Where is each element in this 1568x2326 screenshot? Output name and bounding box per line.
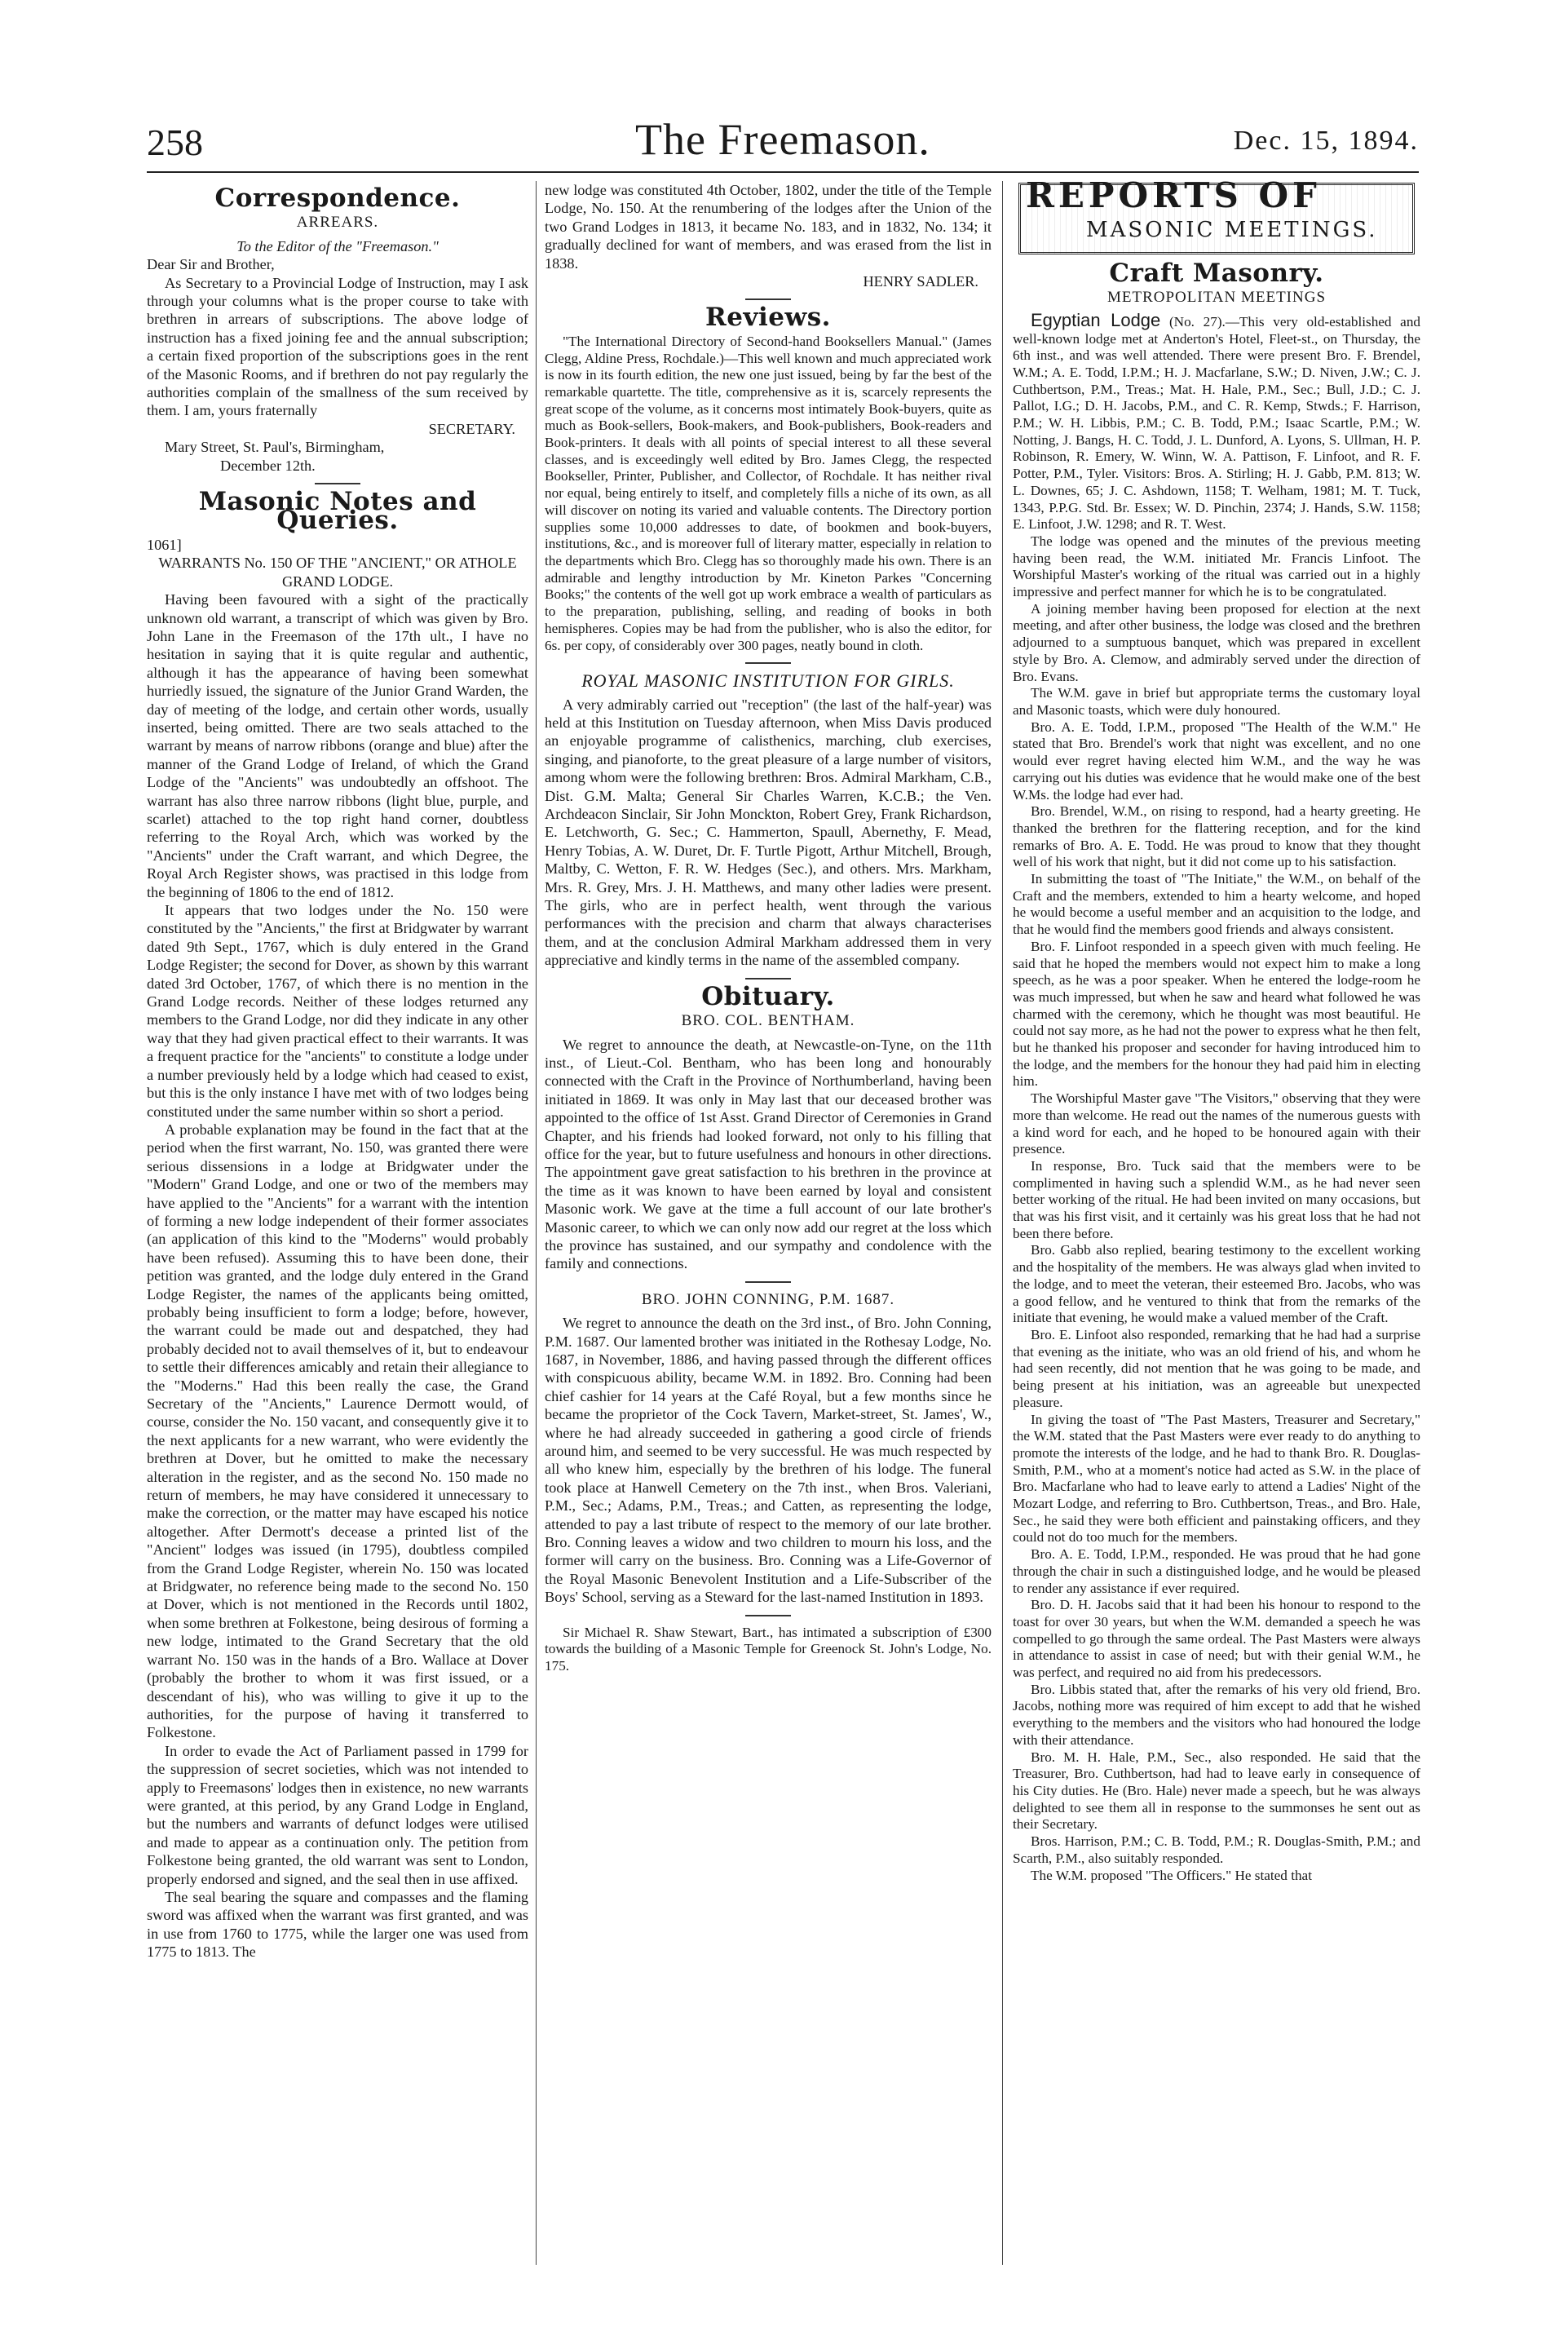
notes-paragraph: The seal bearing the square and compasses and the flaming sword was affixed when the warrant was first granted, and was in use from 1760 to 1775, while the larger one was used from 1775 to 1813. The [147, 1888, 528, 1961]
section-rule [745, 298, 791, 300]
reports-logo [1018, 175, 1415, 254]
report-paragraph: Bro. D. H. Jacobs said that it had been his honour to respond to the toast for over 30 years, but when the W.M. demanded a speech he was compelled to go through the same ordeal. The Past Masters were always in attendance to assist in case of need; but with their genial W.M., he was perfect, and required no aid from his predecessors. [1013, 1597, 1420, 1681]
report-paragraph: Bro. E. Linfoot also responded, remarking that he had had a surprise that evening as the initiate, who was an old friend of his, and whom he had seen recently, did not mention that he was going to be made, and being present at his initiation, was an agreeable but unexpected pleasure. [1013, 1327, 1420, 1410]
notes-paragraph: In order to evade the Act of Parliament passed in 1799 for the suppression of secret societies, which was not intended to apply to Freemasons' lodges then in existence, no new warrants were granted, at this period, by any Grand Lodge in England, but the numbers and warrants of defunct lodges were utilised and made to appear as a continuation only. The petition from Folkestone being granted, the old warrant was sent to London, properly endorsed and signed, and the seal then in use affixed. [147, 1742, 528, 1887]
report-paragraph: —This very old-established and well-known lodge met at Anderton's Hotel, Fleet-st., on Thursday, the 6th inst., and was well attended. There were present Bro. F. Brendel, W.M.; A. E. Todd, I.P.M.; H. J. Macfarlane, S.W.; D. Niven, J.W.; C. J. Cuthbertson, P.M., Treas.; Mat. H. Hale, P.M., Sec.; Bull, J.D.; C. J. Pallot, I.G.; D. H. Jacobs, P.M., and C. R. Kemp, Stwds.; F. Harrison, P.M.; W. H. Libbis, P.M.; C. B. Todd, P.M.; Isaac Scartle, P.M.; W. Notting, J. Bangs, H. C. Todd, J. L. Dunford, A. Lyons, S. Ullman, H. P. Robinson, R. Emery, W. Winn, W. A. Pattison, F. Linfoot, and R. F. Potter, P.M., Tyler. Visitors: Bros. A. Stirling; H. J. Gabb, P.M. 813; W. L. Downes, 65; J. C. Ashdown, 1158; T. Welham, 1981; M. T. Tuck, 1343, P.P.G. Std. Br. Essex; W. D. Pinchin, 2374; J. Hands, S.W. 1158; E. Linfoot, J.W. 1298; and R. T. West. [1013, 313, 1421, 533]
report-paragraph: Bro. M. H. Hale, P.M., Sec., also responded. He said that the Treasurer, Bro. Cuthbertson, had had to leave early in consequence of his City duties. He (Bro. Hale) never made a speech, but he was always delighted to see them all in response to the summonses he sent out as their Secretary. [1013, 1749, 1420, 1833]
report-paragraph: The W.M. gave in brief but appropriate terms the customary loyal and Masonic toasts, which were duly honoured. [1013, 685, 1420, 718]
newspaper-title: The Freemason. [635, 115, 930, 164]
lodge-name: Egyptian Lodge [1031, 309, 1161, 330]
notes-paragraph: Having been favoured with a sight of the practically unknown old warrant, a transcript of which was given by Bro. John Lane in the Freemason of the 17th ult., I have no hesitation in saying that it is quite regular and authentic, although it has the appearance of having been somewhat hurriedly issued, the signature of the Junior Grand Warden, the day of meeting of the lodge, and certain other words, usually inserted, being omitted. There are two seals attached to the warrant by means of narrow ribbons (orange and blue) after the manner of the Grand Lodge of Ireland, of which the Grand Lodge of the "Ancients" was undoubtedly an offshoot. The warrant has also three narrow ribbons (light blue, purple, and scarlet) attached to the top right hand corner, doubtless referring to the Royal Arch, which was worked by the "Ancients" under the Craft warrant, and which Degree, the Royal Arch Register shows, was practised in this lodge from the beginning of 1806 to the end of 1812. [147, 591, 528, 900]
letter-signature: SECRETARY. [428, 420, 515, 437]
logo-line-1: REPORTS OF [1026, 175, 1321, 215]
report-paragraph: Bro. Brendel, W.M., on rising to respond, had a hearty greeting. He thanked the brethren for the flattering reception, and for the kind remarks of Bro. A. E. Todd. He was proud to know that they thought well of his work that night, but it did not come up to his satisfaction. [1013, 803, 1420, 870]
section-rule [745, 1615, 791, 1616]
warrants-subheading: WARRANTS No. 150 OF THE "ANCIENT," OR ATHOLE GRAND LODGE. [158, 555, 517, 590]
report-paragraph: Bro. A. E. Todd, I.P.M., responded. He was proud that he had gone through the chair in such a distinguished lodge, and he would be pleased to render any assistance if ever required. [1013, 1546, 1420, 1596]
notes-signature: HENRY SADLER. [863, 273, 978, 290]
section-rule [745, 662, 791, 664]
obituary-body: We regret to announce the death, at Newcastle-on-Tyne, on the 11th inst., of Lieut.-Col. Bentham, who has been long and honourably connected with the Craft in the Province of Northumberland, having been initiated in 1869. It was only in May last that our deceased brother was appointed to the office of 1st Asst. Grand Director of Ceremonies in Grand Chapter, and his friends had looked forward, not only to his filling that office for the year, but to future usefulness and honours in other directions. The appointment gave great satisfaction to his brethren in the province at the time as it was known to have been earned by loyal and consistent Masonic work. We gave at the time a full account of our late brother's Masonic career, to which we can only now add our regret at the loss which the province has sustained, and our sympathy and condolence with the family and connections. [545, 1036, 992, 1272]
report-paragraph: Bro. Libbis stated that, after the remarks of his very old friend, Bro. Jacobs, nothing more was required of him except to add that he wished everything to the members and the visitors who had honoured the lodge with their attendance. [1013, 1681, 1420, 1748]
masthead [147, 114, 1419, 173]
craft-masonry-heading: Craft Masonry. [1109, 259, 1324, 288]
temple-note: Sir Michael R. Shaw Stewart, Bart., has intimated a subscription of £300 towards the building of a Masonic Temple for Greenock St. John's Lodge, No. 175. [545, 1624, 992, 1674]
lodge-number: (No. 27). [1168, 313, 1226, 329]
logo-line-2: MASONIC MEETINGS. [1086, 218, 1378, 242]
section-rule [745, 1281, 791, 1283]
notes-continuation: new lodge was constituted 4th October, 1802, under the title of the Temple Lodge, No. 150. At the renumbering of the lodges after the Union of the two Grand Lodges in 1813, it became No. 183, and in 1832, No. 134; it gradually declined for want of members, and was erased from the list in 1838. [545, 182, 992, 272]
letter-to: To the Editor of the "Freemason." [236, 237, 439, 254]
column-divider [536, 181, 537, 2265]
report-paragraph: A joining member having been proposed for election at the next meeting, and after other business, the lodge was closed and the brethren adjourned to a sumptuous banquet, which was prepared in excellent style by Bro. A. Clemow, and admirably served under the direction of Bro. Evans. [1013, 600, 1420, 684]
report-paragraph: In submitting the toast of "The Initiate," the W.M., on behalf of the Craft and the members, extended to him a hearty welcome, and hoped he would become a useful member and an acquisition to the lodge, and that he would find the members good friends and always consistent. [1013, 871, 1420, 938]
report-paragraph: Bros. Harrison, P.M.; C. B. Todd, P.M.; R. Douglas-Smith, P.M.; and Scarth, P.M., also suitably responded. [1013, 1833, 1420, 1866]
report-paragraph: The W.M. proposed "The Officers." He stated that [1031, 1867, 1312, 1883]
reviews-heading: Reviews. [705, 303, 831, 333]
query-number: 1061] [147, 536, 182, 553]
column-1 [147, 181, 528, 1961]
letter-salutation: Dear Sir and Brother, [147, 256, 275, 273]
report-paragraph: Bro. A. E. Todd, I.P.M., proposed "The Health of the W.M." He stated that Bro. Brendel's work that night was excellent, and no one would ever regret having elected him W.M., and the way he was carrying out his duties was evidence that he would make one of the best W.Ms. the lodge had ever had. [1013, 719, 1420, 803]
letter-body: As Secretary to a Provincial Lodge of Instruction, may I ask through your columns what is the proper course to take with brethren in arrears of subscriptions. The above lodge of instruction has a fixed joining fee and the annual subscription; a certain fixed proportion of the subscriptions goes in the rent of the Masonic Rooms, and if brethren do not pay regularly the authorities complain of the smallness of the sum received by them. I am, yours fraternally [147, 274, 528, 419]
page-number: 258 [147, 122, 203, 163]
report-paragraph: In giving the toast of "The Past Masters, Treasurer and Secretary," the W.M. stated that the Past Masters were ever ready to do anything to promote the interests of the lodge, and he had to thank Bro. R. Douglas-Smith, P.M., who at a moment's notice had acted as S.W. in the place of Bro. Macfarlane who had to leave early to attend a Ladies' Night of the Mozart Lodge, and referring to Bro. Cuthbertson, Treas., and Bro. Hale, Sec., he said they were both efficient and painstaking officers, and they could not do too much for the members. [1013, 1411, 1420, 1546]
correspondence-heading: Correspondence. [214, 184, 461, 213]
arrears-subheading: ARREARS. [296, 214, 379, 232]
notes-paragraph: A probable explanation may be found in the fact that at the period when the first warrant, No. 150, was granted there were serious dissensions in a lodge at Bridgwater under the "Modern" Grand Lodge, and one or two of the members may have applied to the "Ancients" for a warrant with the intention of forming a new lodge independent of their former associates (an application of this kind to the "Moderns" would probably have been refused). Assuming this to have been done, their petition was granted, and the lodge duly entered in the Grand Lodge Register, the names of the applicants being omitted, probably being insufficient to form a lodge; before, however, the warrant could be made out and despatched, they had probably decided not to avail themselves of it, but to endeavour to settle their differences amicably and retain their allegiance to the "Moderns." Had this been really the case, the Grand Secretary of the "Ancients," Laurence Dermott would, of course, consider the No. 150 vacant, and consequently give it to the next applicants for a new warrant, who were evidently the brethren at Dover, but he omitted to make the necessary alteration in the register, and as the second No. 150 made no return of members, he may have considered it unnecessary to make the correction, or the matter may have escaped his notice altogether. After Dermott's decease a printed list of the "Ancient" lodges was issued (in 1795), doubtless compiled from the Grand Lodge Register, wherein No. 150 was located at Bridgwater, no reference being made to the second No. 150 at Dover, which is not mentioned in the Records until 1802, when some brethren at Folkestone, being desirous of forming a new lodge, intimated to the Grand Secretary that the old warrant No. 150 was in the hands of a Bro. Wallace at Dover (probably the brother to whom it was first issued, or a descendant of his), who was willing to give it up to the authorities, for the purpose of having it transferred to Folkestone. [147, 1121, 528, 1741]
notes-paragraph: It appears that two lodges under the No. 150 were constituted by the "Ancients," the first at Bridgwater by warrant dated 9th Sept., 1767, which is duly entered in the Grand Lodge Register; the second for Dover, as shown by this warrant dated 3rd October, 1767, of which there is no mention in the Grand Lodge records. Neither of these lodges returned any members to the Grand Lodge, nor did they indicate in any other way that they had given practical effect to their warrants. It was a frequent practice for the "ancients" to constitute a lodge under a number previously held by a lodge which had ceased to exist, but this is the only instance I have met with of two lodges being constituted under the same number within so short a period. [147, 902, 528, 1120]
review-body: "The International Directory of Second-hand Booksellers Manual." (James Clegg, Aldine Press, Rochdale.)—This well known and much appreciated work is now in its fourth edition, the new one just issued, being by far the best of the remarkable quartette. The title, comprehensive as it is, scarcely represents the great scope of the volume, as it concerns most intimately Book-buyers, quite as much as Book-sellers, Book-makers, and Book-publishers, Book-readers and Book-printers. It deals with all points of special interest to all these several classes, and is exceedingly well edited by Bro. James Clegg, the respected Bookseller, Printer, Publisher, and Collector, of Rochdale. It has neither rival nor equal, being entirely to itself, and completely fills a niche of its own, as all will discover on noting its varied and valuable contents. The Directory portion supplies some 10,000 addresses to date, of bookmen and book-buyers, institutions, &c., and is moreover full of literary matter, especially in relation to the departments which Bro. Clegg has so thoroughly made his own. There is an admirable and lengthy introduction by Mr. Kineton Parkes "Concerning Books;" the contents of the well got up work embrace a wealth of particulars as to the preparation, publishing, selling, and reading of books in both hemispheres. Copies may be had from the publisher, who is also the editor, for 6s. per copy, of considerably over 300 pages, neatly bound in cloth. [545, 333, 992, 653]
column-divider [1002, 181, 1003, 2265]
report-paragraph: Bro. Gabb also replied, bearing testimony to the excellent working and the hospitality of the members. He was always glad when invited to the lodge, and to meet the veteran, their esteemed Bro. Jacobs, who was a good fellow, and he ventured to think that from the remarks of the initiate that evening, he would make a valued member of the Craft. [1013, 1242, 1420, 1326]
report-paragraph: The lodge was opened and the minutes of the previous meeting having been read, the W.M. initiated Mr. Francis Linfoot. The Worshipful Master's working of the ritual was carried out in a highly impressive and perfect manner for which he is to be congratulated. [1013, 533, 1420, 600]
letter-address: Mary Street, St. Paul's, Birmingham, [165, 439, 385, 456]
column-3 [1013, 175, 1421, 1884]
notes-queries-heading: Masonic Notes and Queries. [198, 487, 477, 535]
rmi-body: A very admirably carried out "reception" (the last of the half-year) was held at this Institution on Tuesday afternoon, when Miss Davis produced an enjoyable programme of calisthenics, marching, club exercises, singing, and pianoforte, to the great pleasure of a large number of visitors, among whom were the following brethren: Bros. Admiral Markham, C.B., Dist. G.M. Malta; General Sir Charles Warren, K.C.B.; the Ven. Archdeacon Sinclair, Sir John Monckton, Robert Grey, Frank Richardson, E. Letchworth, G. Sec.; C. Hammerton, Spaull, Abernethy, F. Mead, Henry Tobias, A. W. Duret, Dr. F. Turtle Pigott, Arthur Mitchell, Brough, Maltby, C. Wetton, F. R. W. Hedges (Sec.), and others. Mrs. Markham, Mrs. R. Grey, Mrs. J. H. Matthews, and many other ladies were present. The girls, who are in perfect health, went through the various performances with the precision and charm that always characterises them, and at the conclusion Admiral Markham addressed them in very appreciative and kindly terms in the name of the assembled company. [545, 696, 992, 969]
metropolitan-meetings-subheading: METROPOLITAN MEETINGS [1106, 289, 1327, 307]
obituary-name: BRO. COL. BENTHAM. [681, 1012, 855, 1030]
report-paragraph: Bro. F. Linfoot responded in a speech given with much feeling. He said that he hoped the members would not expect him to make a long speech, as he was a poor speaker. When he entered the lodge-room he was much impressed, but when he saw and heard what followed he was charmed with the ceremony, which he thought was most beautiful. He could not say more, as he had not the power to express what he then felt, but he thanked his proposer and seconder for having introduced him to the lodge, and the members for the honour they had paid him in electing him. [1013, 938, 1420, 1090]
issue-date: Dec. 15, 1894. [1233, 126, 1419, 156]
rmi-heading: ROYAL MASONIC INSTITUTION FOR GIRLS. [581, 670, 955, 692]
section-rule [315, 483, 360, 484]
obituary-name: BRO. JOHN CONNING, P.M. 1687. [641, 1290, 895, 1308]
report-paragraph: The Worshipful Master gave "The Visitors," observing that they were more than welcome. He read out the names of the numerous guests with a kind word for each, and he hoped to be honoured again with their presence. [1013, 1090, 1420, 1157]
obituary-body: We regret to announce the death on the 3rd inst., of Bro. John Conning, P.M. 1687. Our lamented brother was initiated in the Rothesay Lodge, No. 1687, in November, 1886, and having passed through the different offices with conspicuous ability, became W.M. in 1892. Bro. Conning had been chief cashier for 14 years at the Café Royal, but a few months since he became the proprietor of the Cock Tavern, Market-street, St. James', W., where he had already succeeded in gathering a good circle of friends around him, and seemed to be very successful. He was much respected by all who knew him, especially by the brethren of his lodge. The funeral took place at Hanwell Cemetery on the 7th inst., when Bros. Valeriani, P.M., Sec.; Adams, P.M., Treas.; and Catten, as representing the lodge, attended to pay a last tribute of respect to the memory of our late brother. Bro. Conning leaves a widow and two children to mourn his loss, and the former will carry on the business. Bro. Conning was a Life-Governor of the Royal Masonic Benevolent Institution and a Life-Subscriber of the Boys' School, serving as a Steward for the last-named Institution in 1893. [545, 1315, 992, 1606]
column-2 [545, 181, 992, 1675]
letter-date: December 12th. [220, 457, 316, 474]
section-rule [745, 978, 791, 979]
obituary-heading: Obituary. [701, 981, 835, 1011]
report-paragraph: In response, Bro. Tuck said that the members were to be complimented in having such a splendid W.M., as he had never seen better working of the ritual. He had been invited on many occasions, but that was his first visit, and it certainly was his great loss that he had not been there before. [1013, 1157, 1420, 1241]
